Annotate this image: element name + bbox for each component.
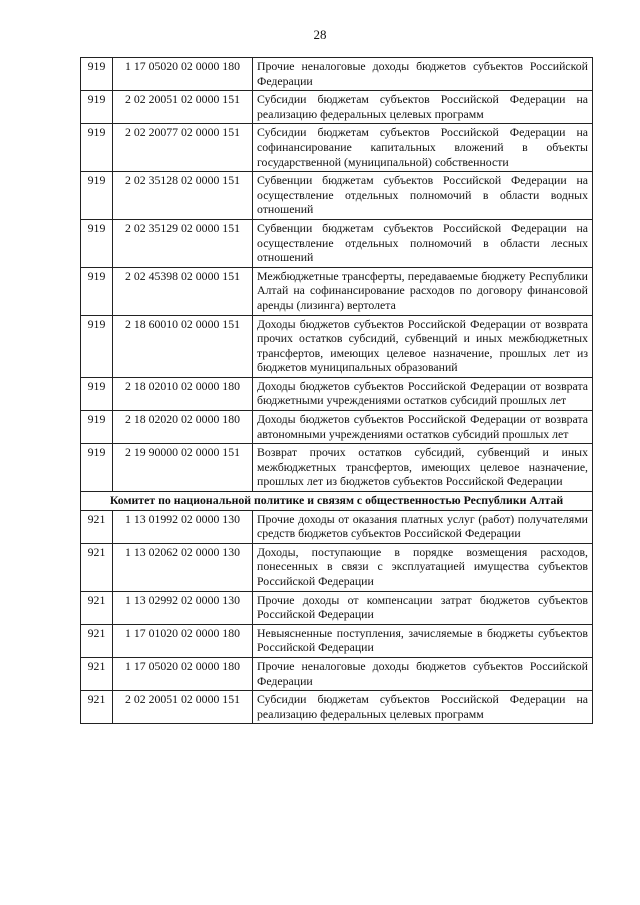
revenue-code: 2 18 60010 02 0000 151 [113,315,253,377]
revenue-code: 2 02 20051 02 0000 151 [113,691,253,724]
revenue-description: Невыясненные поступления, зачисляемые в бюджеты субъектов Российской Федерации [253,624,593,657]
admin-code: 919 [81,411,113,444]
admin-code: 921 [81,657,113,690]
table-row [81,91,593,124]
table-row [81,591,593,624]
admin-code: 921 [81,691,113,724]
table-row [81,543,593,591]
revenue-code: 1 17 05020 02 0000 180 [113,657,253,690]
admin-code: 919 [81,267,113,315]
revenue-description: Доходы бюджетов субъектов Российской Федерации от возврата бюджетными учреждениями остатков субсидий прошлых лет [253,377,593,410]
table-row [81,172,593,220]
page-number: 28 [313,27,327,42]
revenue-code: 1 13 02992 02 0000 130 [113,591,253,624]
admin-code: 919 [81,377,113,410]
revenue-code: 2 02 35128 02 0000 151 [113,172,253,220]
revenue-code: 2 02 20077 02 0000 151 [113,124,253,172]
admin-code: 921 [81,624,113,657]
table-row [81,124,593,172]
revenue-description: Доходы бюджетов субъектов Российской Федерации от возврата прочих остатков субсидий, субвенций и иных межбюджетных трансфертов, имеющих целевое назначение, прошлых лет из бюджетов муниципальных образований [253,315,593,377]
revenue-code: 2 02 20051 02 0000 151 [113,91,253,124]
table-row [81,219,593,267]
revenue-code: 2 18 02010 02 0000 180 [113,377,253,410]
revenue-description: Доходы бюджетов субъектов Российской Федерации от возврата автономными учреждениями остатков субсидий прошлых лет [253,411,593,444]
admin-code: 919 [81,219,113,267]
revenue-code: 2 02 45398 02 0000 151 [113,267,253,315]
revenue-code: 1 13 01992 02 0000 130 [113,510,253,543]
revenue-code: 2 02 35129 02 0000 151 [113,219,253,267]
revenue-description: Прочие неналоговые доходы бюджетов субъектов Российской Федерации [253,657,593,690]
revenue-description: Субвенции бюджетам субъектов Российской Федерации на осуществление отдельных полномочий в области водных отношений [253,172,593,220]
admin-code: 921 [81,543,113,591]
revenue-code: 1 17 01020 02 0000 180 [113,624,253,657]
revenue-code: 1 13 02062 02 0000 130 [113,543,253,591]
table-row [81,411,593,444]
revenue-description: Субвенции бюджетам субъектов Российской Федерации на осуществление отдельных полномочий в области лесных отношений [253,219,593,267]
admin-code: 919 [81,91,113,124]
revenue-description: Прочие неналоговые доходы бюджетов субъектов Российской Федерации [253,58,593,91]
revenue-description: Возврат прочих остатков субсидий, субвенций и иных межбюджетных трансфертов, имеющих целевое назначение, прошлых лет из бюджетов субъектов Российской Федерации [253,444,593,492]
revenue-description: Субсидии бюджетам субъектов Российской Федерации на софинансирование капитальных вложений в объекты государственной (муниципальной) собственности [253,124,593,172]
table-row [81,691,593,724]
admin-code: 919 [81,124,113,172]
table-row [81,315,593,377]
table-row [81,267,593,315]
table-row [81,58,593,91]
admin-code: 919 [81,172,113,220]
admin-code: 919 [81,315,113,377]
admin-code: 919 [81,444,113,492]
table-row [81,510,593,543]
revenue-description: Доходы, поступающие в порядке возмещения расходов, понесенных в связи с эксплуатацией имущества субъектов Российской Федерации [253,543,593,591]
revenue-description: Прочие доходы от оказания платных услуг (работ) получателями средств бюджетов субъектов Российской Федерации [253,510,593,543]
admin-code: 921 [81,510,113,543]
table-row [81,657,593,690]
admin-code: 919 [81,58,113,91]
revenue-description: Субсидии бюджетам субъектов Российской Федерации на реализацию федеральных целевых программ [253,691,593,724]
section-heading: Комитет по национальной политике и связям с общественностью Республики Алтай [81,492,593,511]
revenue-description: Субсидии бюджетам субъектов Российской Федерации на реализацию федеральных целевых программ [253,91,593,124]
table-row [81,444,593,492]
revenue-code: 2 19 90000 02 0000 151 [113,444,253,492]
revenue-code: 1 17 05020 02 0000 180 [113,58,253,91]
table-row [81,624,593,657]
revenue-description: Межбюджетные трансферты, передаваемые бюджету Республики Алтай на софинансирование расходов по договору финансовой аренды (лизинга) вертолета [253,267,593,315]
table-row [81,377,593,410]
revenue-description: Прочие доходы от компенсации затрат бюджетов субъектов Российской Федерации [253,591,593,624]
revenue-codes-table [80,57,593,724]
revenue-code: 2 18 02020 02 0000 180 [113,411,253,444]
section-heading-row [81,492,593,511]
admin-code: 921 [81,591,113,624]
